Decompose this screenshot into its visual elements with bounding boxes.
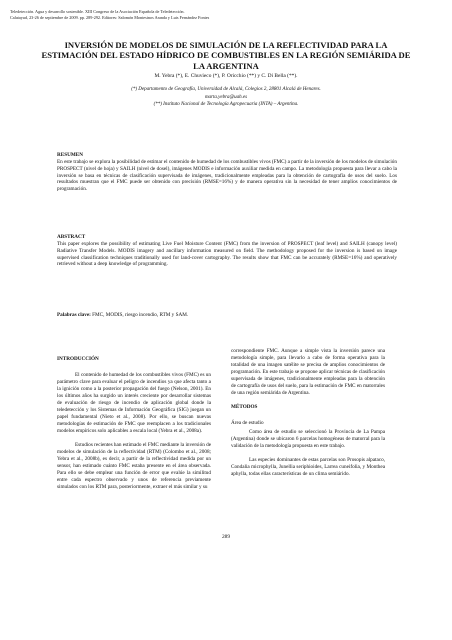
intro-paragraph-3: correspondiente FMC. Aunque a simple vista la inversión parece una metodología simple, para llevarlo a cabo de forma operativa para la totalidad de una imagen satélite se precisa de amplios conocimientos de programación. En este trabajo se propone aplicar técnicas de clasificación supervisada de imágenes, tradicionalmente empleadas para la obtención de cartografía de usos del suelo, para la estimación de FMC en matorrales de una región semiárida de Argentina.	[231, 348, 385, 396]
keywords	[57, 312, 397, 319]
running-header	[10, 9, 430, 21]
authors: M. Yebra (*), E. Chuvieco (*), P. Oricchio (**) y C. Di Bella (**).	[154, 73, 298, 79]
intro-paragraph-1: El contenido de humedad de los combustibles vivos (FMC) es un parámetro clave para evaluar el peligro de incendios ya que afecta tanto a la ignición como a la posterior propagación del fuego (Nelson, 2001). En los últimos años ha surgido un interés creciente por desarrollar sistemas de evaluación de riesgo de incendio de aplicación global donde la teledetección y los Sistemas de Información Geográfica (SIG) juegan un papel fundamental (Nieto et al., 2008). Por ello, se buscan nuevas metodologías de estimación de FMC que reemplacen a los tradicionales modelos empíricos solo aplicables a escala local (Yebra et al., 2008a).	[57, 372, 211, 434]
header-line-1: Teledetección. Agua y desarrollo sostenible. XIII Congreso de la Asociación Española de Teledetección.	[10, 9, 185, 14]
resumen-heading: RESUMEN	[57, 152, 83, 158]
right-column	[231, 348, 385, 485]
resumen-text: En este trabajo se explora la posibilidad de estimar el contenido de humedad de los combustibles vivos (FMC) a partir de la inversión de los modelos de simulación PROSPECT (nivel de hoja) y SAILH (nivel de dosel), imágenes MODIS e información auxiliar medida en campo. La metodología propuesta para llevar a cabo la inversión se basa en técnicas de clasificación supervisada de imágenes, tradicionalmente empleadas para la obtención de cartografía de usos del suelo. Los resultados muestran que el FMC puede ser obtenido con precisión (RMSE=16%) y de manera operativa sin la necesidad de tener amplios conocimientos de programación.	[57, 159, 397, 193]
left-column	[57, 356, 211, 498]
affiliation-1: (*) Departamento de Geografía, Universidad de Alcalá, Colegios 2, 28801 Alcalá de Henares.	[131, 87, 321, 92]
abstract-heading: ABSTRACT	[57, 234, 86, 240]
abstract-section	[57, 234, 397, 268]
keywords-text: FMC, MODIS, riesgo incendio, RTM y SAM.	[92, 312, 189, 318]
paper-title: INVERSIÓN DE MODELOS DE SIMULACIÓN DE LA REFLECTIVIDAD PARA LA ESTIMACIÓN DEL ESTADO HÍDRICO DE COMBUSTIBLES EN LA REGIÓN SEMIÁRIDA DE LA ARGENTINA	[41, 40, 411, 71]
header-line-2: Calatayud, 23-26 de septiembre de 2009. pp. 289-292. Editores: Salomón Montesinos Aranda y Luis Fernández Fontes	[10, 15, 210, 20]
study-area-heading: Área de estudio	[231, 420, 264, 426]
abstract-text: This paper explores the possibility of estimating Live Fuel Moisture Content (FMC) from the inversion of PROSPECT (leaf level) and SAILH (canopy level) Radiative Transfer Models. MODIS imagery and ancillary information measured on field. The methodology proposed for the inversion is based on image supervised classification techniques traditionally used for land-cover cartography. The results show that FMC can be accurately (RMSE=16%) and operatively retrieved without a deep knowledge of programming.	[57, 241, 397, 268]
methods-paragraph-1: Como área de estudio se seleccionó la Provincia de La Pampa (Argentina) donde se ubicaron 6 parcelas homogéneas de matorral para la validación de la metodología propuesta en este trabajo.	[231, 429, 385, 449]
affiliation-2: (**) Instituto Nacional de Tecnología Agropecuaria (INTA) – Argentina.	[153, 102, 299, 108]
affiliations	[40, 86, 412, 109]
keywords-label: Palabras clave:	[57, 312, 91, 318]
intro-paragraph-2: Estudios recientes han estimado el FMC mediante la inversión de modelos de simulación de la reflectividad (RTM) (Colombo et al., 2008; Yebra et al., 2008b), es decir, a partir de la reflectividad medida por un sensor, han estimado cuánto FMC estaba presente en el área observada. Para ello se debe emplear una función de error que evalúe la similitud entre cada espectro observado y unos de referencia previamente simulados con los RTM para, posteriormente, extraer el más similar y su	[57, 442, 211, 490]
intro-heading: INTRODUCCIÓN	[57, 356, 99, 362]
contact-email: marta.yebra@uah.es	[204, 94, 248, 100]
methods-paragraph-2: Las especies dominantes de estas parcelas son Prosopis alpataco, Condalia microphylla, Junellia seriphioides, Larrea cuneifolia, y Monthea aphylla, todas ellas características de un clima semiárido.	[231, 457, 385, 477]
page-number: 289	[221, 534, 231, 540]
methods-heading: MÉTODOS	[231, 404, 258, 410]
resumen-section	[57, 152, 397, 193]
